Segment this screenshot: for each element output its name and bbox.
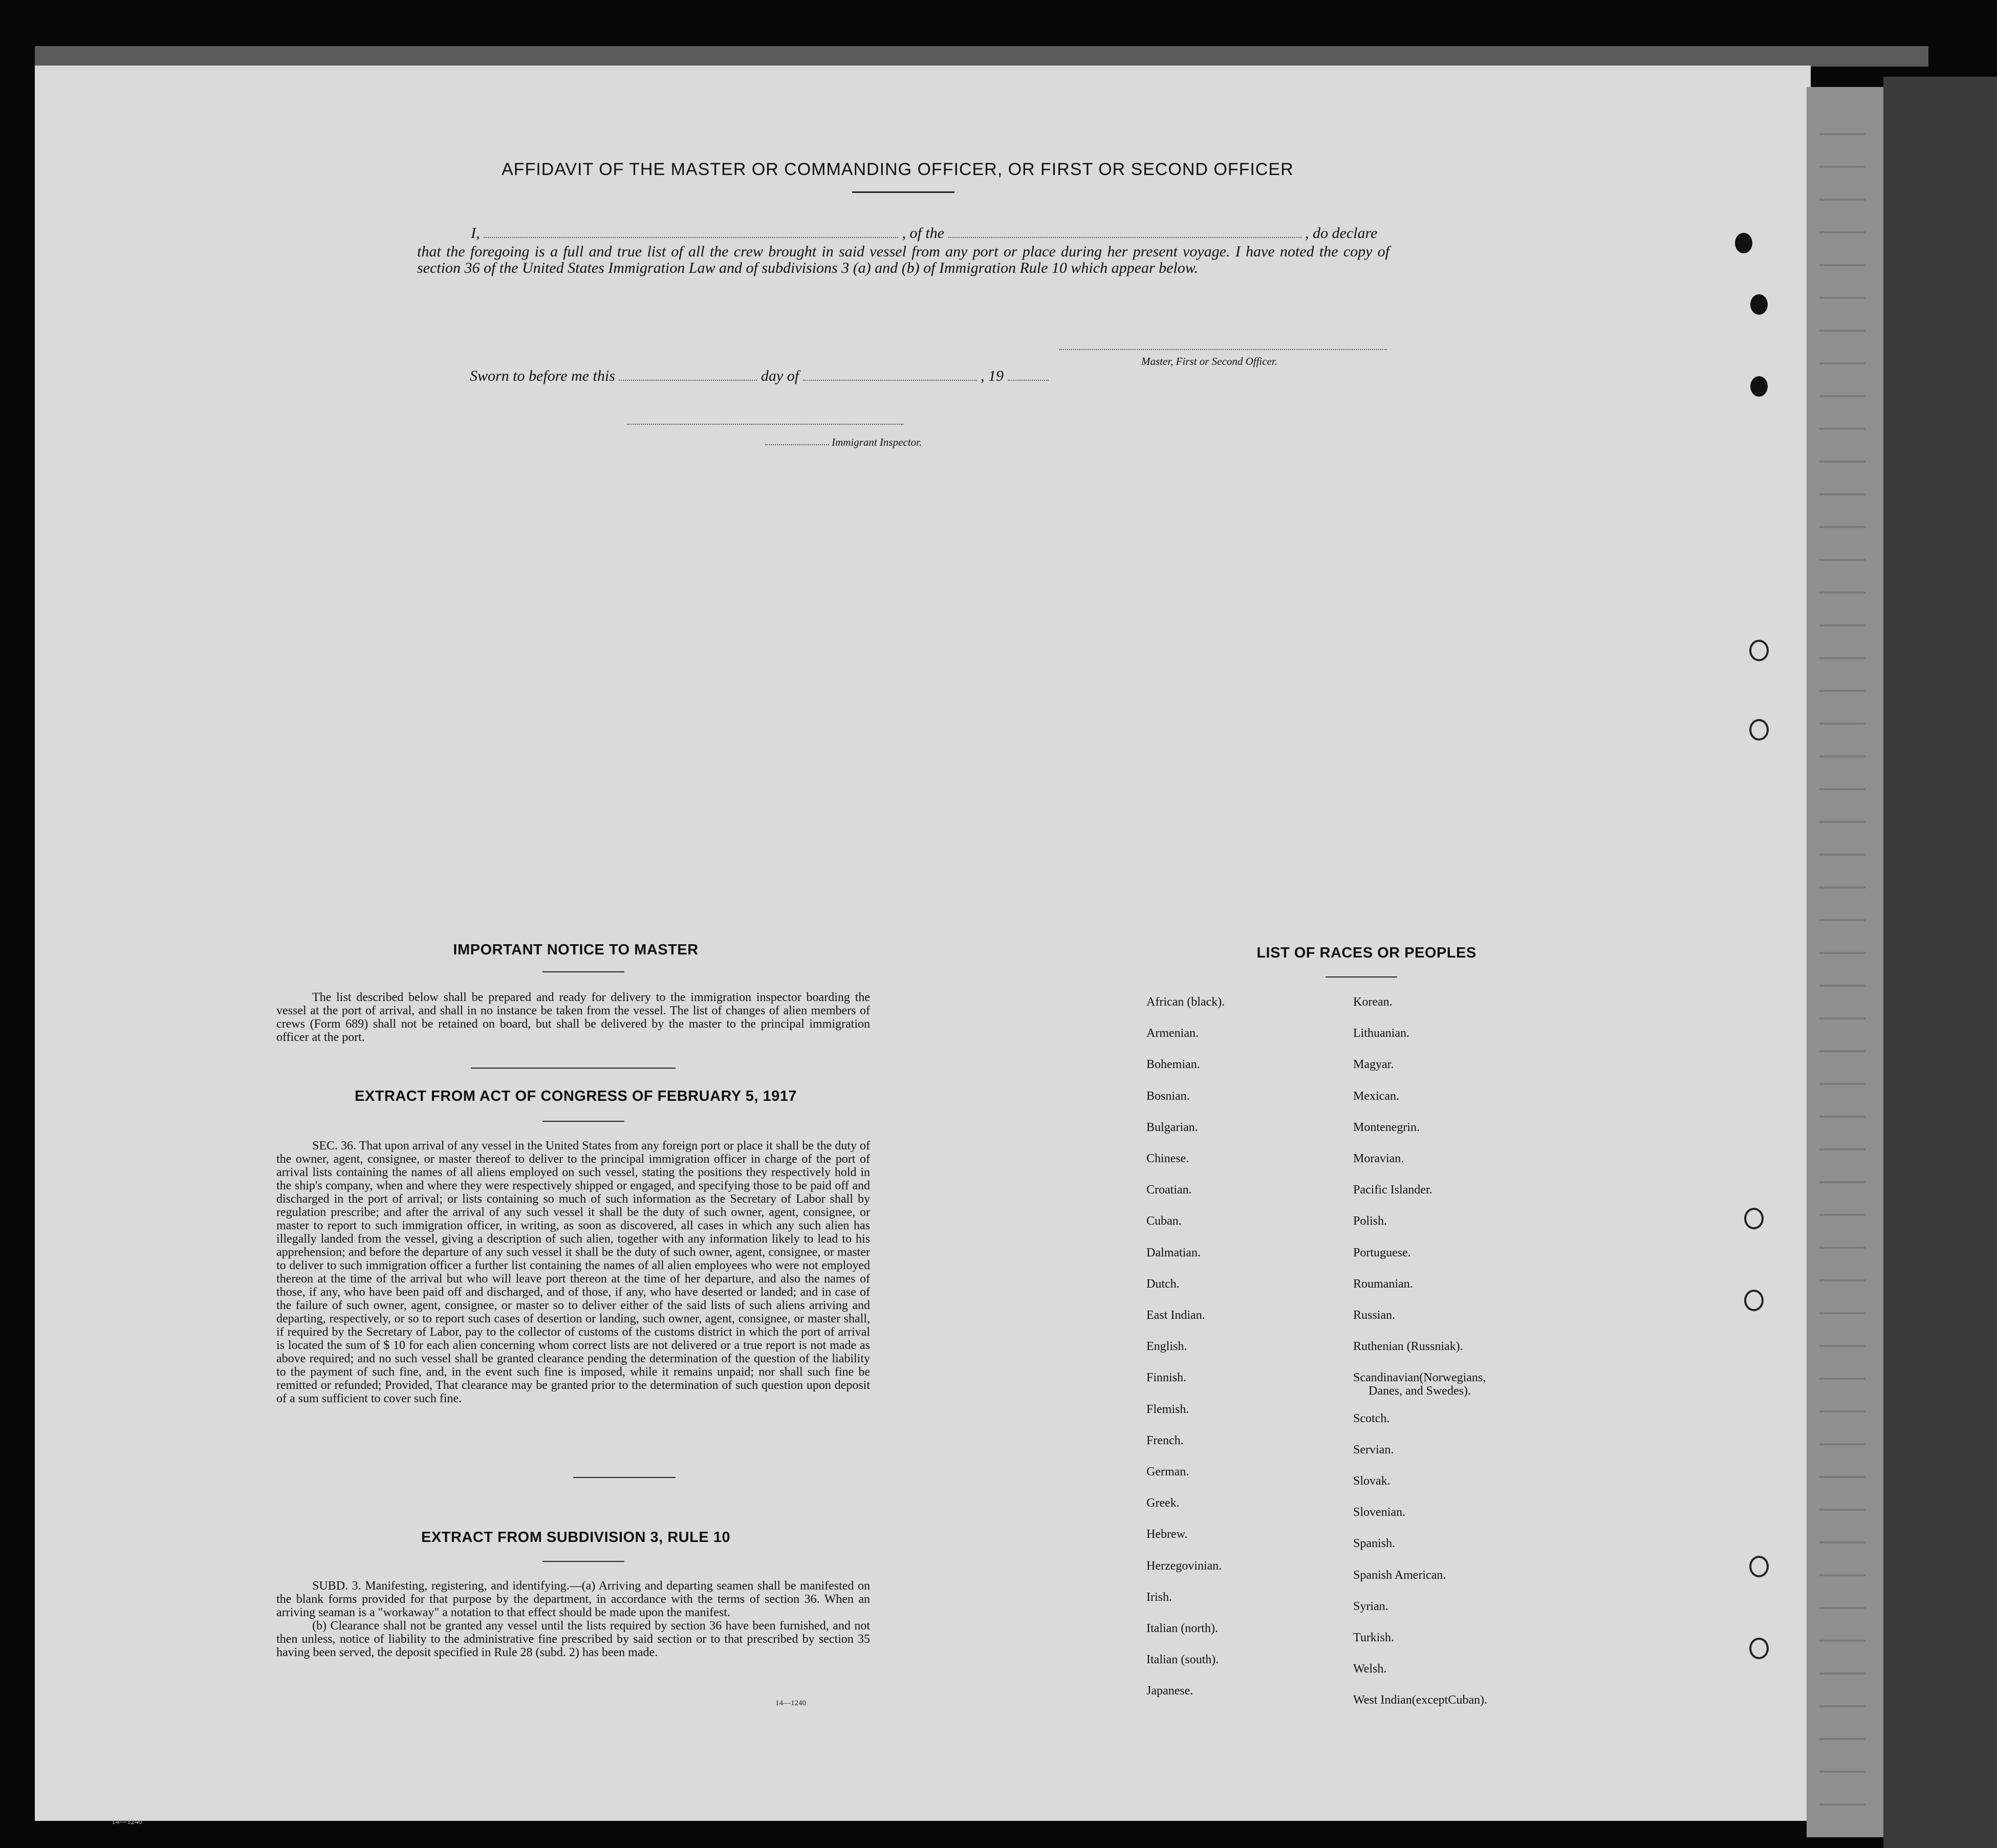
sworn-text: Sworn to before me this: [470, 367, 615, 384]
race-item: Italian (north).: [1146, 1622, 1218, 1635]
section-divider: [471, 1068, 676, 1069]
affidavit-title: AFFIDAVIT OF THE MASTER OR COMMANDING OFFICER, OR FIRST OR SECOND OFFICER: [502, 160, 1294, 179]
race-item: Herzegovinian.: [1146, 1559, 1222, 1573]
races-divider: [1326, 976, 1397, 977]
year-prefix: , 19: [981, 367, 1004, 384]
binding-edge: [1883, 77, 1997, 1848]
race-item: Flemish.: [1146, 1402, 1189, 1416]
race-item: Scandinavian(Norwegians,: [1353, 1371, 1486, 1385]
races-title: LIST OF RACES OR PEOPLES: [1256, 945, 1477, 961]
race-item: Moravian.: [1353, 1152, 1404, 1165]
race-item: Irish.: [1146, 1590, 1172, 1604]
race-item: Servian.: [1353, 1443, 1394, 1456]
race-item: Russian.: [1353, 1309, 1396, 1322]
race-item: Dalmatian.: [1146, 1246, 1201, 1259]
punch-hole-icon: [1749, 640, 1769, 661]
race-item: Roumanian.: [1353, 1277, 1413, 1291]
race-item: Spanish American.: [1353, 1568, 1446, 1582]
act-divider: [542, 1121, 624, 1122]
race-item: Montenegrin.: [1353, 1120, 1420, 1134]
race-item: Scotch.: [1353, 1411, 1390, 1425]
inspector-dots: [765, 444, 829, 445]
race-item: Finnish.: [1146, 1371, 1187, 1385]
punch-hole-icon: [1749, 719, 1769, 741]
race-item: Lithuanian.: [1353, 1027, 1409, 1040]
race-item: Bulgarian.: [1146, 1120, 1198, 1134]
notice-text: The list described below shall be prepared and ready for delivery to the immigration inspector boarding the vessel at the port of arrival, and shall in no instance be taken from the vessel. The list of changes of alien members of crews (Form 689) shall not be retained on board, but shall be delivered by the master to the principal immigration officer at the port.: [276, 991, 870, 1044]
punch-hole-icon: [1749, 1638, 1769, 1659]
race-item: Korean.: [1353, 995, 1393, 1009]
sworn-line: [470, 367, 1049, 385]
name-blank[interactable]: [484, 237, 898, 238]
vessel-blank[interactable]: [948, 237, 1301, 238]
master-signature-line[interactable]: [1059, 349, 1387, 350]
race-item: Dutch.: [1146, 1277, 1180, 1291]
form-number: 14—1240: [775, 1699, 806, 1707]
day-of-text: day of: [761, 367, 799, 384]
inspector-label: Immigrant Inspector.: [832, 436, 922, 448]
race-item: Spanish.: [1353, 1537, 1396, 1551]
punch-hole-icon: [1750, 294, 1768, 315]
race-item: West Indian(exceptCuban).: [1353, 1693, 1487, 1707]
title-divider: [852, 191, 954, 193]
race-item: Greek.: [1146, 1496, 1180, 1510]
race-item: Turkish.: [1353, 1631, 1394, 1644]
section-divider-2: [573, 1477, 676, 1478]
punch-hole-icon: [1735, 233, 1752, 253]
race-item: German.: [1146, 1465, 1189, 1479]
race-item: Armenian.: [1146, 1027, 1199, 1040]
rule-extract-text: SUBD. 3. Manifesting, registering, and identifying.—(a) Arriving and departing seamen shall be manifested on the blank forms provided for that purpose by the department, in accordance with the terms of section 36. When an arriving seaman is a "workaway" a notation to that effect should be made upon the manifest. (b) Clearance shall not be granted any vessel until the lists required by section 36 have been furnished, and not then unless, notice of liability to the administrative fine prescribed by said section or to that prescribed by section 35 having been served, the deposit specified in Rule 28 (subd. 2) has been made.: [276, 1579, 870, 1659]
declare-text: , do declare: [1305, 225, 1378, 242]
footer-form-number: 14—1240: [112, 1818, 142, 1826]
notice-divider: [542, 971, 624, 972]
master-signature-label: Master, First or Second Officer.: [1141, 355, 1277, 367]
race-item: Portuguese.: [1353, 1246, 1411, 1259]
race-item-continuation: Danes, and Swedes).: [1369, 1384, 1471, 1398]
race-item: Italian (south).: [1146, 1653, 1219, 1667]
race-item: Welsh.: [1353, 1662, 1387, 1676]
punch-hole-icon: [1749, 1556, 1769, 1577]
ledger-lines: [1819, 102, 1865, 1832]
vessel-prefix: , of the: [902, 225, 944, 242]
race-item: Magyar.: [1353, 1058, 1394, 1072]
page-top-edge: [35, 46, 1928, 67]
race-item: Cuban.: [1146, 1214, 1182, 1228]
race-item: Polish.: [1353, 1214, 1387, 1228]
affidavit-body: that the foregoing is a full and true list of all the crew brought in said vessel from any port or place during her present voyage. I have noted the copy of section 36 of the United States Immigration Law and of subdivisions 3 (a) and (b) of Immigration Rule 10 which appear below.: [417, 243, 1390, 276]
race-item: East Indian.: [1146, 1309, 1205, 1322]
race-item: Slovenian.: [1353, 1506, 1405, 1519]
punch-hole-icon: [1750, 376, 1768, 397]
act-extract-title: EXTRACT FROM ACT OF CONGRESS OF FEBRUARY 5, 1917: [354, 1088, 797, 1104]
sworn-year-blank[interactable]: [1008, 380, 1049, 381]
race-item: English.: [1146, 1340, 1187, 1354]
race-item: Bohemian.: [1146, 1058, 1200, 1072]
race-item: Chinese.: [1146, 1152, 1189, 1165]
race-item: African (black).: [1146, 995, 1225, 1009]
race-item: Ruthenian (Russniak).: [1353, 1340, 1463, 1354]
race-item: Syrian.: [1353, 1599, 1388, 1613]
sworn-day-blank[interactable]: [619, 380, 757, 381]
race-item: Slovak.: [1353, 1474, 1391, 1488]
race-item: Mexican.: [1353, 1089, 1399, 1103]
affidavit-declaration: [417, 225, 1390, 276]
race-item: Bosnian.: [1146, 1089, 1190, 1103]
notice-title: IMPORTANT NOTICE TO MASTER: [453, 942, 699, 958]
race-item: French.: [1146, 1433, 1184, 1447]
sworn-month-blank[interactable]: [803, 380, 977, 381]
rule-extract-title: EXTRACT FROM SUBDIVISION 3, RULE 10: [421, 1529, 730, 1546]
race-item: Croatian.: [1146, 1183, 1192, 1197]
punch-hole-icon: [1744, 1208, 1764, 1229]
race-item: Hebrew.: [1146, 1528, 1188, 1541]
rule-divider: [542, 1561, 624, 1562]
declarant-prefix: I,: [471, 225, 480, 242]
punch-hole-icon: [1744, 1290, 1764, 1311]
act-extract-text: SEC. 36. That upon arrival of any vessel in the United States from any foreign port or place it shall be the duty of the owner, agent, consignee, or master thereof to deliver to the principal immigration officer in charge of the port of arrival lists containing the names of all aliens employed on such vessel, stating the positions they respectively hold in the ship's company, when and where they were respectively shipped or engaged, and specifying those to be paid off and discharged in the port of arrival; or lists containing so much of such information as the Secretary of Labor shall by regulation prescribe; and after the arrival of any such vessel it shall be the duty of such owner, agent, consignee, or master to report to such immigration officer, in writing, as soon as discovered, all cases in which any such alien has illegally landed from the vessel, giving a description of such alien, together with any information likely to lead to his apprehension; and before the departure of any such vessel it shall be the duty of such owner, agent, consignee, or master to deliver to such immigration officer a further list containing the names of all alien employees who were not employed thereon at the time of the arrival but who will leave port thereon at the time of her departure, and also the names of those, if any, who have been paid off and discharged, and of those, if any, who have deserted or landed; and in case of the failure of such owner, agent, consignee, or master so to deliver either of the said lists of such aliens arriving and departing, respectively, or so to report such cases of desertion or landing, such owner, agent, consignee, or master shall, if required by the Secretary of Labor, pay to the collector of customs of the customs district in which the port of arrival is located the sum of $ 10 for each alien concerning whom correct lists are not delivered or a true report is not made as above required; and no such vessel shall be granted clearance pending the determination of the question of the liability to the payment of such fine, and, in the event such fine is imposed, while it remains unpaid; nor shall such fine be remitted or refunded; Provided, That clearance may be granted prior to the determination of such question upon deposit of a sum sufficient to cover such fine.: [276, 1139, 870, 1405]
race-item: Japanese.: [1146, 1684, 1193, 1698]
race-item: Pacific Islander.: [1353, 1183, 1432, 1197]
inspector-signature-line[interactable]: [627, 424, 903, 425]
